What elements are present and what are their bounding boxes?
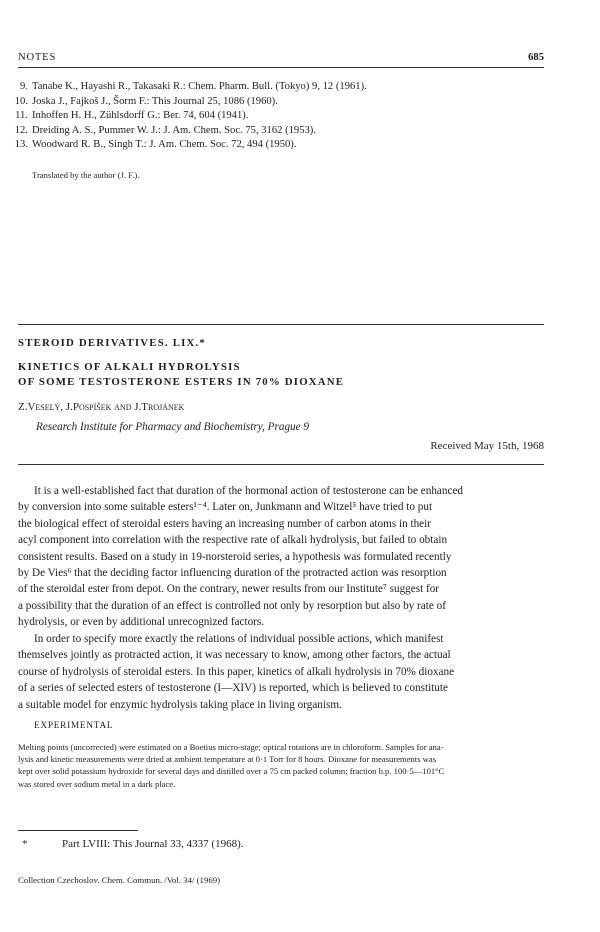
footnote-rule — [18, 830, 138, 831]
reference-item: 11. Inhoffen H. H., Zühlsdorff G.: Ber. 74, 604 (1941). — [15, 110, 249, 122]
article-title-line2: OF SOME TESTOSTERONE ESTERS IN 70% DIOXANE — [18, 376, 345, 388]
article-title-line1: KINETICS OF ALKALI HYDROLYSIS — [18, 361, 241, 373]
paragraph-intro: It is a well-established fact that duration of the hormonal action of testosterone can be enhanced by conversion into some suitable esters¹⁻⁴. Later on, Junkmann and Witzel⁵ have tried to put the biological effect of steroidal esters having an increasing number of carbon atoms in their acyl component into correlation with the respective rate of alkali hydrolysis, but failed to obtain consistent results. Based on a study in 19-norsteroid series, a hypothesis was formulated recently by De Vies⁶ that the deciding factor influencing duration of the protracted action was resorption of the steroidal ester from depot. On the contrary, newer results from our Institute⁷ suggest for a possibility that the duration of an effect is controlled not only by resorption but also by rate of hydrolysis, or even by additional unrecognized factors. — [18, 485, 464, 629]
article-authors: Z.Veselý, J.Pospíšek and J.Trojánek — [18, 401, 185, 413]
reference-item: 12. Dreiding A. S., Pummer W. J.: J. Am. Chem. Soc. 75, 3162 (1953). — [14, 124, 316, 136]
received-date: Received May 15th, 1968 — [430, 440, 544, 452]
page-number: 685 — [528, 52, 544, 63]
paragraph-aim: In order to specify more exactly the relations of individual possible actions, which manifest themselves jointly as protracted action, it was necessary to know, among other factors, the actual course of hydrolysis of steroidal esters. In this paper, kinetics of alkali hydrolysis in 70% dioxane of a series of selected esters of testosterone (I—XIV) is reported, which is believed to constitute a suitable model for enzymic hydrolysis taking place in living organism. — [18, 633, 455, 711]
footnote-text: Part LVIII: This Journal 33, 4337 (1968). — [62, 838, 244, 850]
reference-item: 9. Tanabe K., Hayashi R., Takasaki R.: Chem. Pharm. Bull. (Tokyo) 9, 12 (1961). — [20, 81, 367, 92]
translation-note: Translated by the author (J. F.). — [32, 170, 140, 180]
reference-list — [12, 80, 552, 153]
experimental-text: Melting points (uncorrected) were estimated on a Boetius micro-stage; optical rotations are in chloroform. Samples for ana- lysis and kinetic measurements were dried at ambient temperature at 0·1 Torr for 8 hours. Dioxane for measurements was kept over solid potassium hydroxide for several days and distilled over a 75 cm packed column; fraction b.p. 100·5—101°C was stored over sodium metal in a dark place. — [18, 742, 445, 789]
article-separator-rule — [18, 324, 544, 325]
article-institution: Research Institute for Pharmacy and Biochemistry, Prague 9 — [36, 421, 310, 433]
series-title: STEROID DERIVATIVES. LIX.* — [18, 337, 207, 349]
reference-item: 13. Woodward R. B., Singh T.: J. Am. Chem. Soc. 72, 494 (1950). — [14, 139, 297, 151]
experimental-heading: EXPERIMENTAL — [34, 720, 114, 730]
reference-item: 10. Joska J., Fajkoš J., Šorm F.: This Journal 25, 1086 (1960). — [14, 95, 278, 107]
header-rule — [18, 67, 544, 68]
abstract-separator-rule — [18, 464, 544, 465]
journal-footer: Collection Czechoslov. Chem. Commun. /Vol. 34/ (1969) — [18, 875, 221, 885]
running-header: NOTES — [18, 52, 57, 63]
footnote-mark: * — [22, 838, 28, 850]
